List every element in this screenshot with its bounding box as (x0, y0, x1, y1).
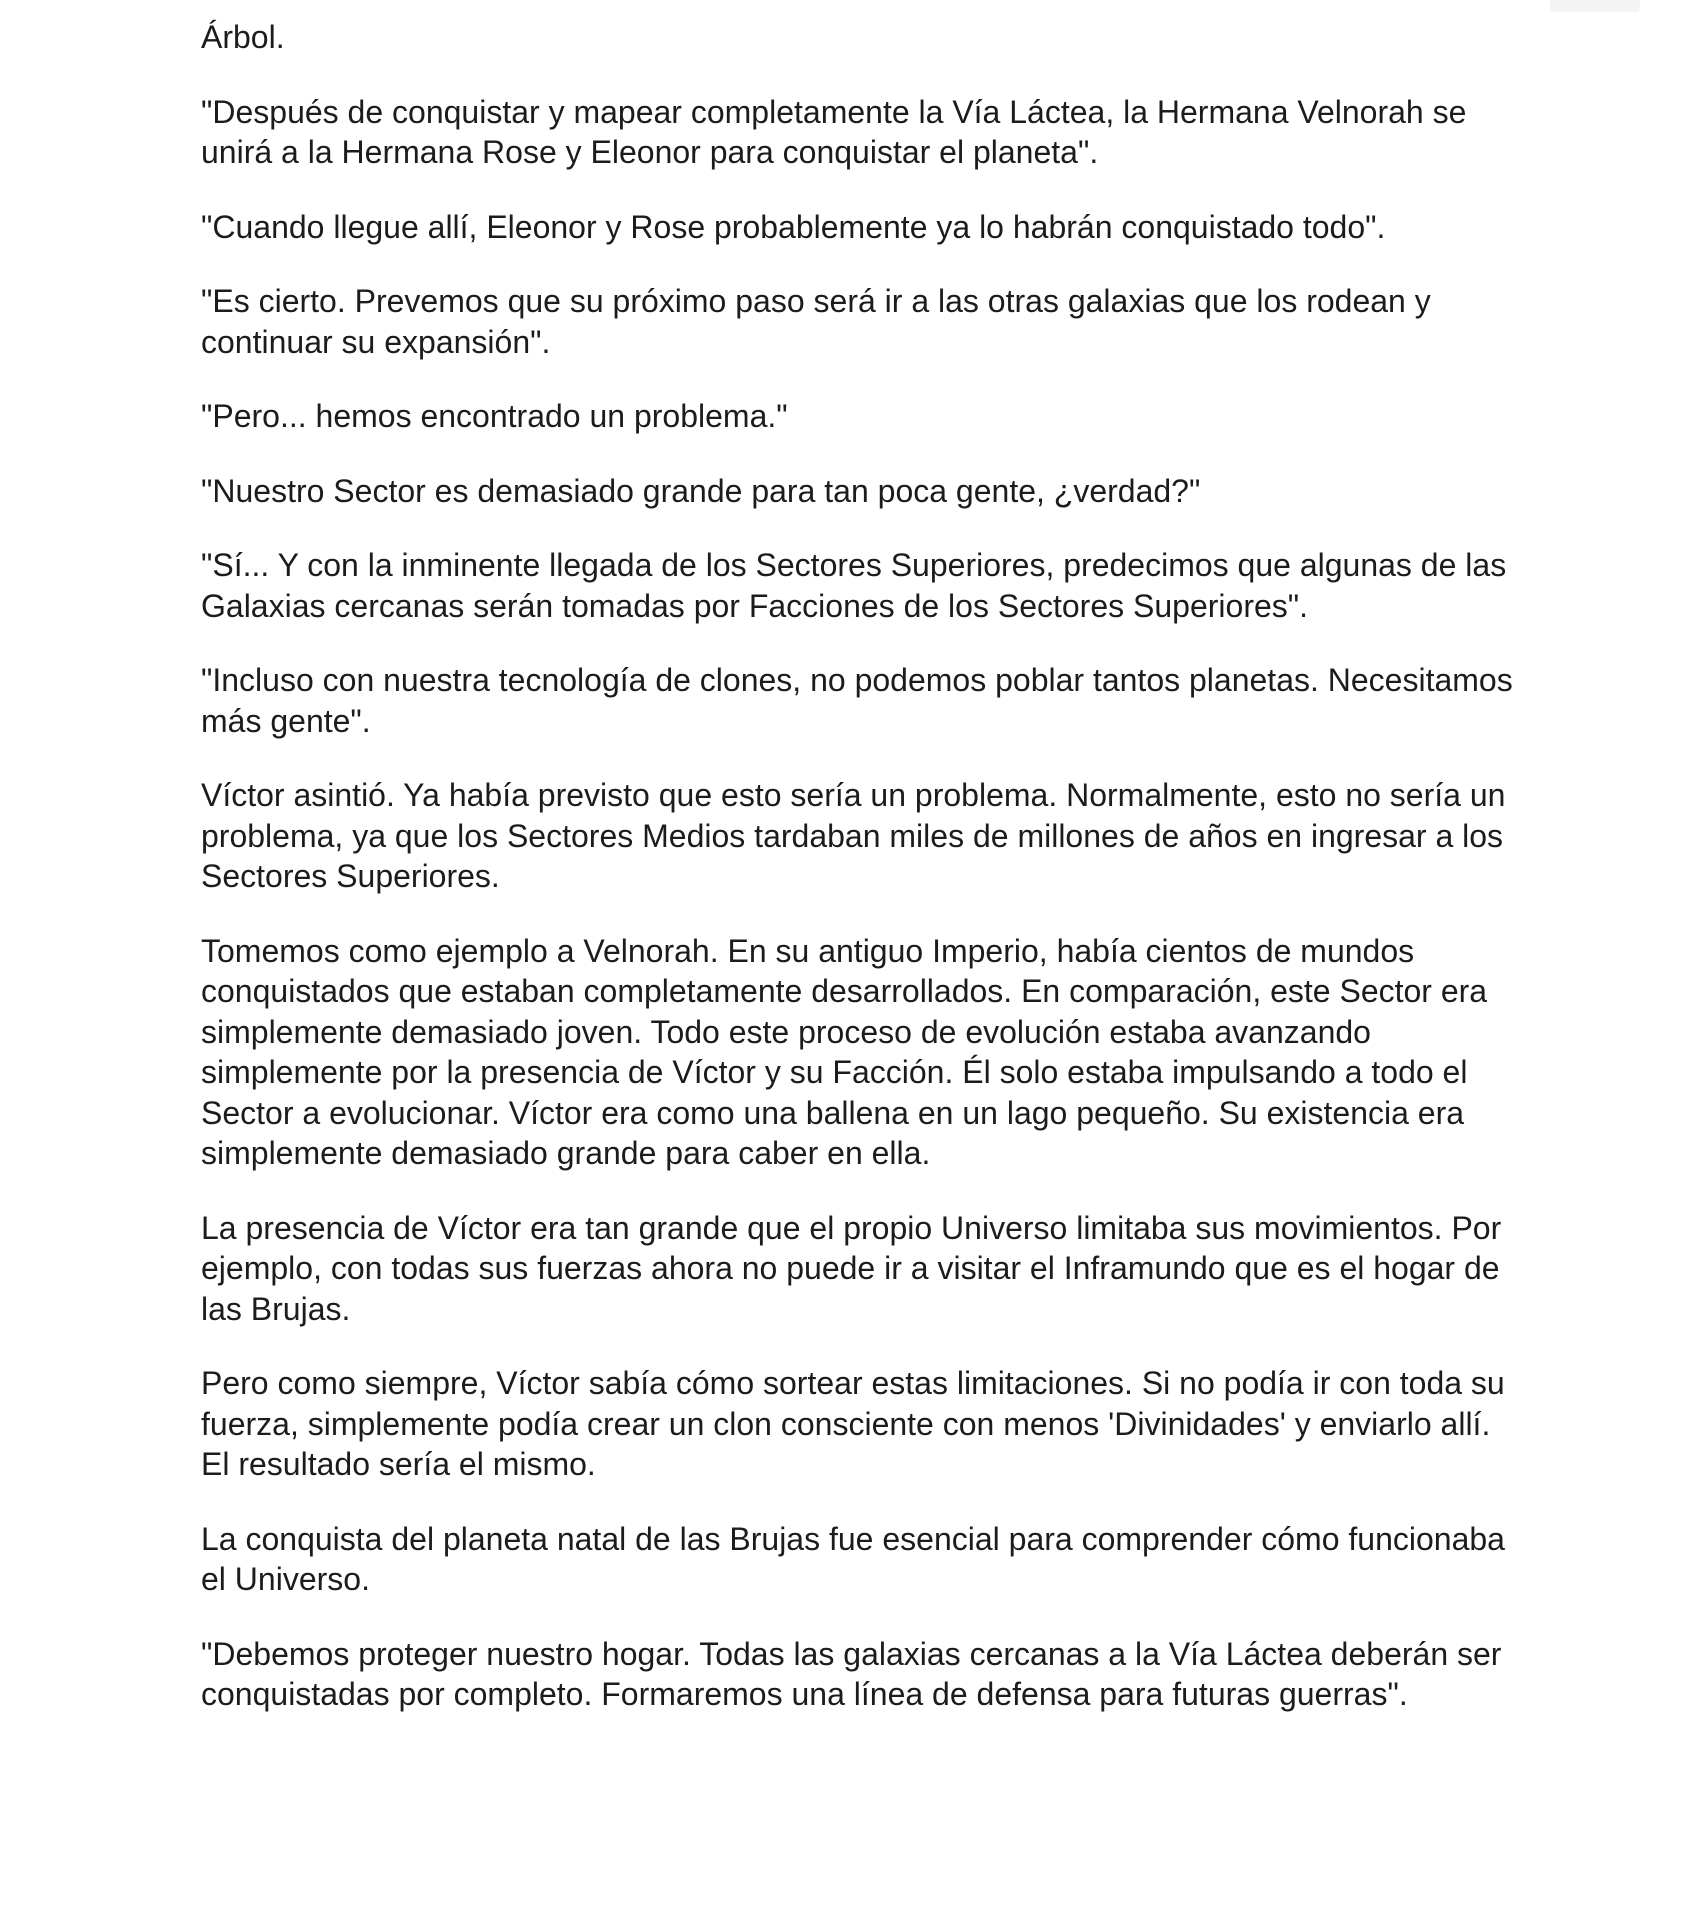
paragraph: "Debemos proteger nuestro hogar. Todas las galaxias cercanas a la Vía Láctea deberán ser conquistadas por completo. Formaremos una línea de defensa para futuras guerras". (201, 1635, 1502, 1712)
paragraph: "Incluso con nuestra tecnología de clones, no podemos poblar tantos planetas. Necesitamos más gente". (201, 662, 1513, 739)
paragraph: La presencia de Víctor era tan grande que el propio Universo limitaba sus movimientos. Por ejemplo, con todas sus fuerzas ahora no puede ir a visitar el Inframundo que es el hogar de las Brujas. (201, 1209, 1502, 1327)
page-corner-tab (1550, 0, 1640, 12)
paragraph: Pero como siempre, Víctor sabía cómo sortear estas limitaciones. Si no podía ir con toda su fuerza, simplemente podía crear un clon consciente con menos 'Divinidades' y enviarlo allí. El resultado sería el mismo. (201, 1365, 1505, 1482)
paragraph: Árbol. (201, 19, 285, 55)
paragraph: La conquista del planeta natal de las Brujas fue esencial para comprender cómo funcionaba el Universo. (201, 1520, 1505, 1597)
paragraph: "Cuando llegue allí, Eleonor y Rose probablemente ya lo habrán conquistado todo". (201, 208, 1386, 245)
document-body (201, 17, 1521, 1749)
paragraph: "Pero... hemos encontrado un problema." (201, 398, 788, 434)
paragraph: Víctor asintió. Ya había previsto que esto sería un problema. Normalmente, esto no sería un problema, ya que los Sectores Medios tardaban miles de millones de años en ingresar a los Sectores Superiores. (201, 777, 1506, 894)
paragraph: "Es cierto. Prevemos que su próximo paso será ir a las otras galaxias que los rodean y continuar su expansión". (201, 283, 1431, 360)
paragraph: "Sí... Y con la inminente llegada de los Sectores Superiores, predecimos que algunas de las Galaxias cercanas serán tomadas por Facciones de los Sectores Superiores". (201, 547, 1507, 624)
paragraph: "Después de conquistar y mapear completamente la Vía Láctea, la Hermana Velnorah se unirá a la Hermana Rose y Eleonor para conquistar el planeta". (201, 93, 1467, 170)
paragraph: Tomemos como ejemplo a Velnorah. En su antiguo Imperio, había cientos de mundos conquistados que estaban completamente desarrollados. En comparación, este Sector era simplemente demasiado joven. Todo este proceso de evolución estaba avanzando simplemente por la presencia de Víctor y su Facción. Él solo estaba impulsando a todo el Sector a evolucionar. Víctor era como una ballena en un lago pequeño. Su existencia era simplemente demasiado grande para caber en ella. (201, 932, 1488, 1171)
paragraph: "Nuestro Sector es demasiado grande para tan poca gente, ¿verdad?" (201, 472, 1201, 509)
